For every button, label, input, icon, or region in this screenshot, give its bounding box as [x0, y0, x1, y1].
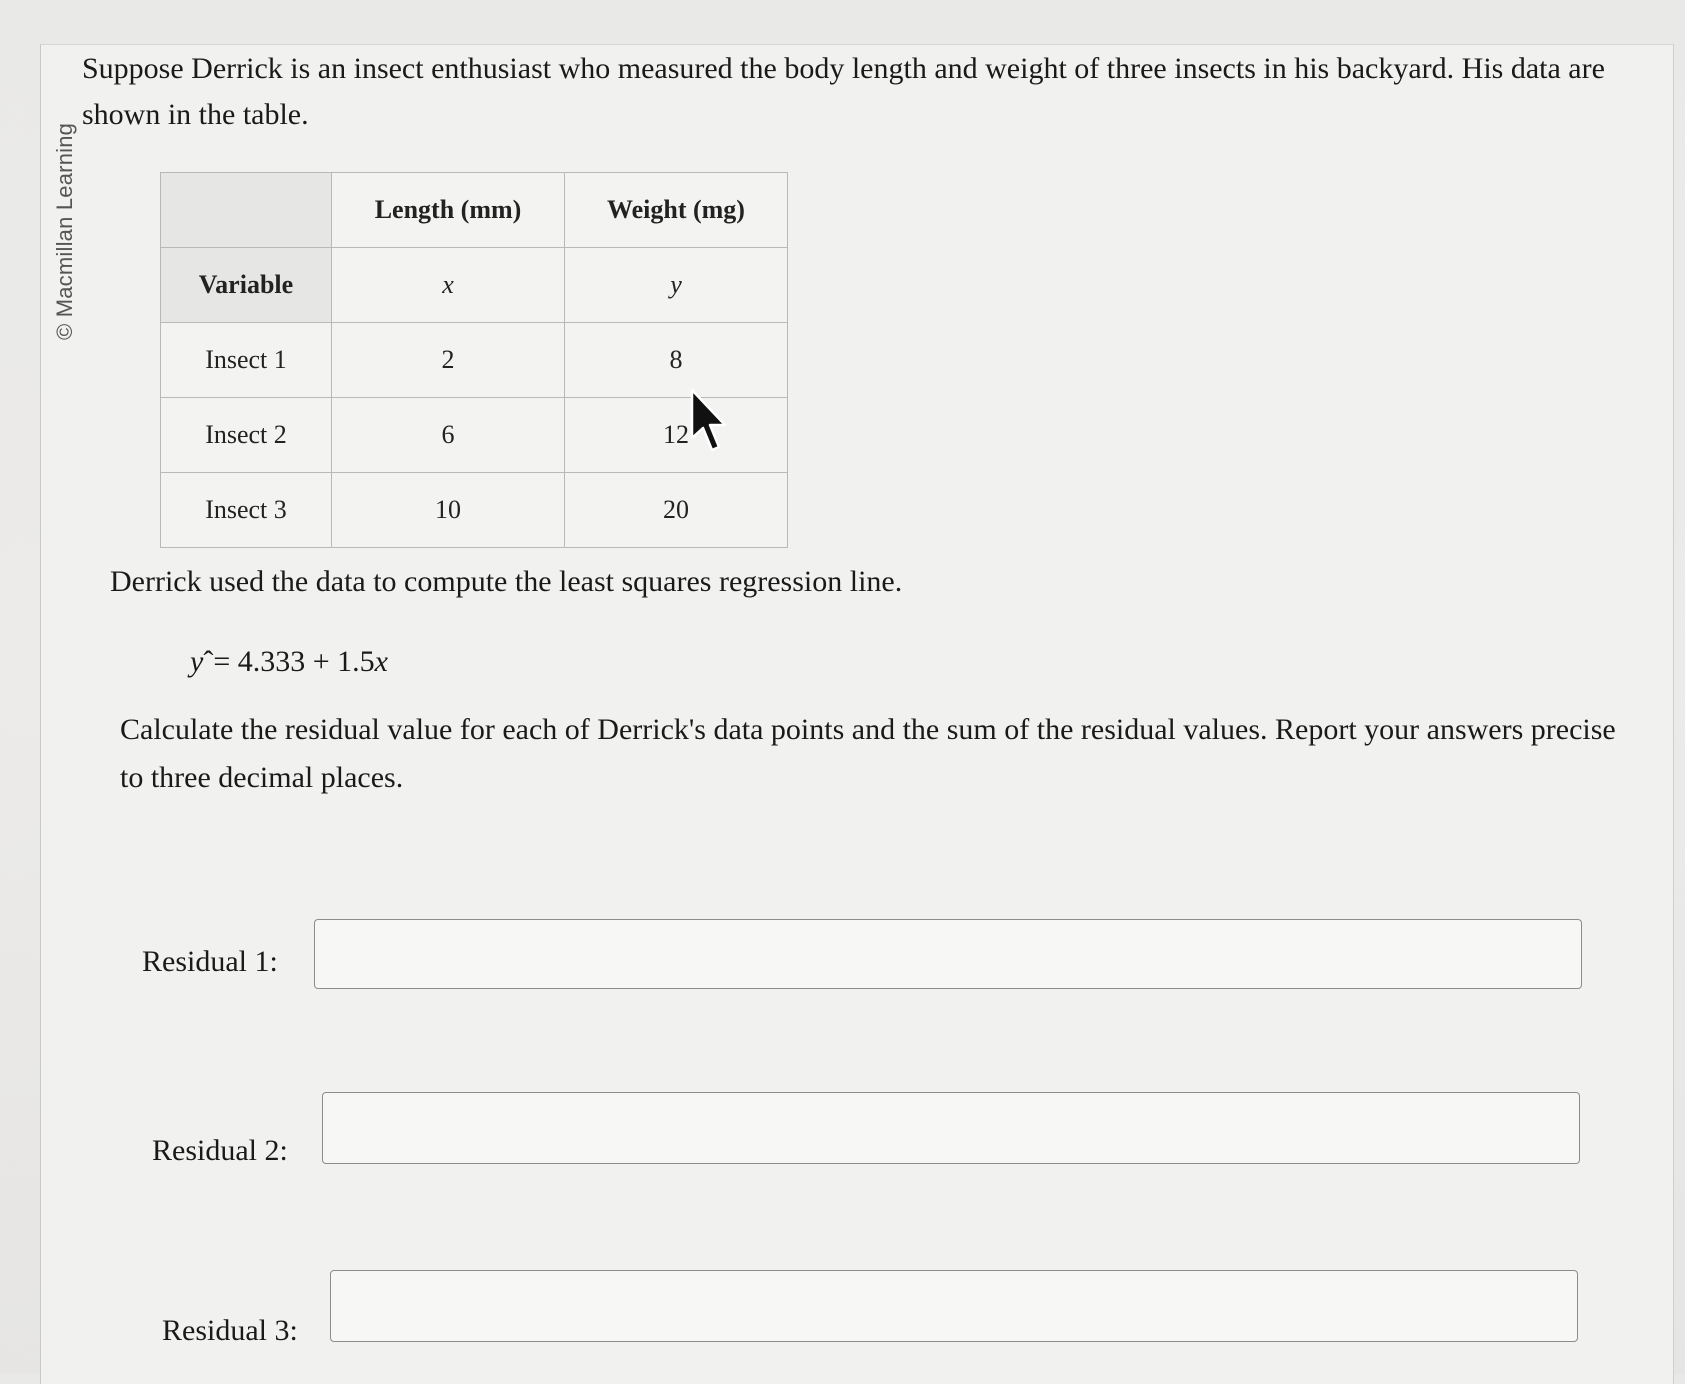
table-corner-cell: [161, 173, 332, 248]
length-variable-cell: x: [332, 248, 565, 323]
insect-1-length: 2: [332, 323, 565, 398]
residual-3-input[interactable]: [330, 1270, 1578, 1342]
equation-x: x: [374, 645, 388, 678]
residual-1-input[interactable]: [314, 919, 1582, 989]
insect-1-weight: 8: [565, 323, 788, 398]
table-row: [161, 248, 788, 323]
variable-row-label: Variable: [161, 248, 332, 323]
table-row: [161, 473, 788, 548]
insect-3-label: Insect 3: [161, 473, 332, 548]
insect-3-weight: 20: [565, 473, 788, 548]
residual-1-label: Residual 1:: [142, 945, 278, 978]
insect-3-length: 10: [332, 473, 565, 548]
question-instructions: Calculate the residual value for each of Derrick's data points and the sum of the residual values. Report your answers precise to three decimal places.: [120, 713, 1616, 794]
insect-data-table: [160, 172, 788, 548]
residual-3-row: [162, 1270, 1592, 1350]
insect-2-label: Insect 2: [161, 398, 332, 473]
table-row: [161, 323, 788, 398]
copyright-watermark: © Macmillan Learning: [52, 122, 77, 340]
residual-2-row: [152, 1090, 1592, 1170]
residual-2-label: Residual 2:: [152, 1134, 288, 1167]
residual-1-row: [142, 905, 1592, 985]
equation-hat: ˆ: [203, 645, 214, 678]
insect-2-length: 6: [332, 398, 565, 473]
length-column-header: Length (mm): [332, 173, 565, 248]
insect-2-weight: 12: [565, 398, 788, 473]
weight-variable-cell: y: [565, 248, 788, 323]
equation-y: y: [190, 645, 204, 678]
residual-3-label: Residual 3:: [162, 1314, 298, 1347]
question-intro: Suppose Derrick is an insect enthusiast who measured the body length and weight of three insects in his backyard. His data are shown in the table.: [82, 52, 1605, 131]
table-header-row: [161, 173, 788, 248]
regression-description: Derrick used the data to compute the least squares regression line.: [110, 565, 903, 598]
equation-rhs: = 4.333 + 1.5: [213, 645, 375, 678]
regression-equation: [190, 645, 388, 679]
mouse-pointer-icon: [688, 388, 728, 458]
residual-2-input[interactable]: [322, 1092, 1580, 1164]
weight-column-header: Weight (mg): [565, 173, 788, 248]
insect-1-label: Insect 1: [161, 323, 332, 398]
